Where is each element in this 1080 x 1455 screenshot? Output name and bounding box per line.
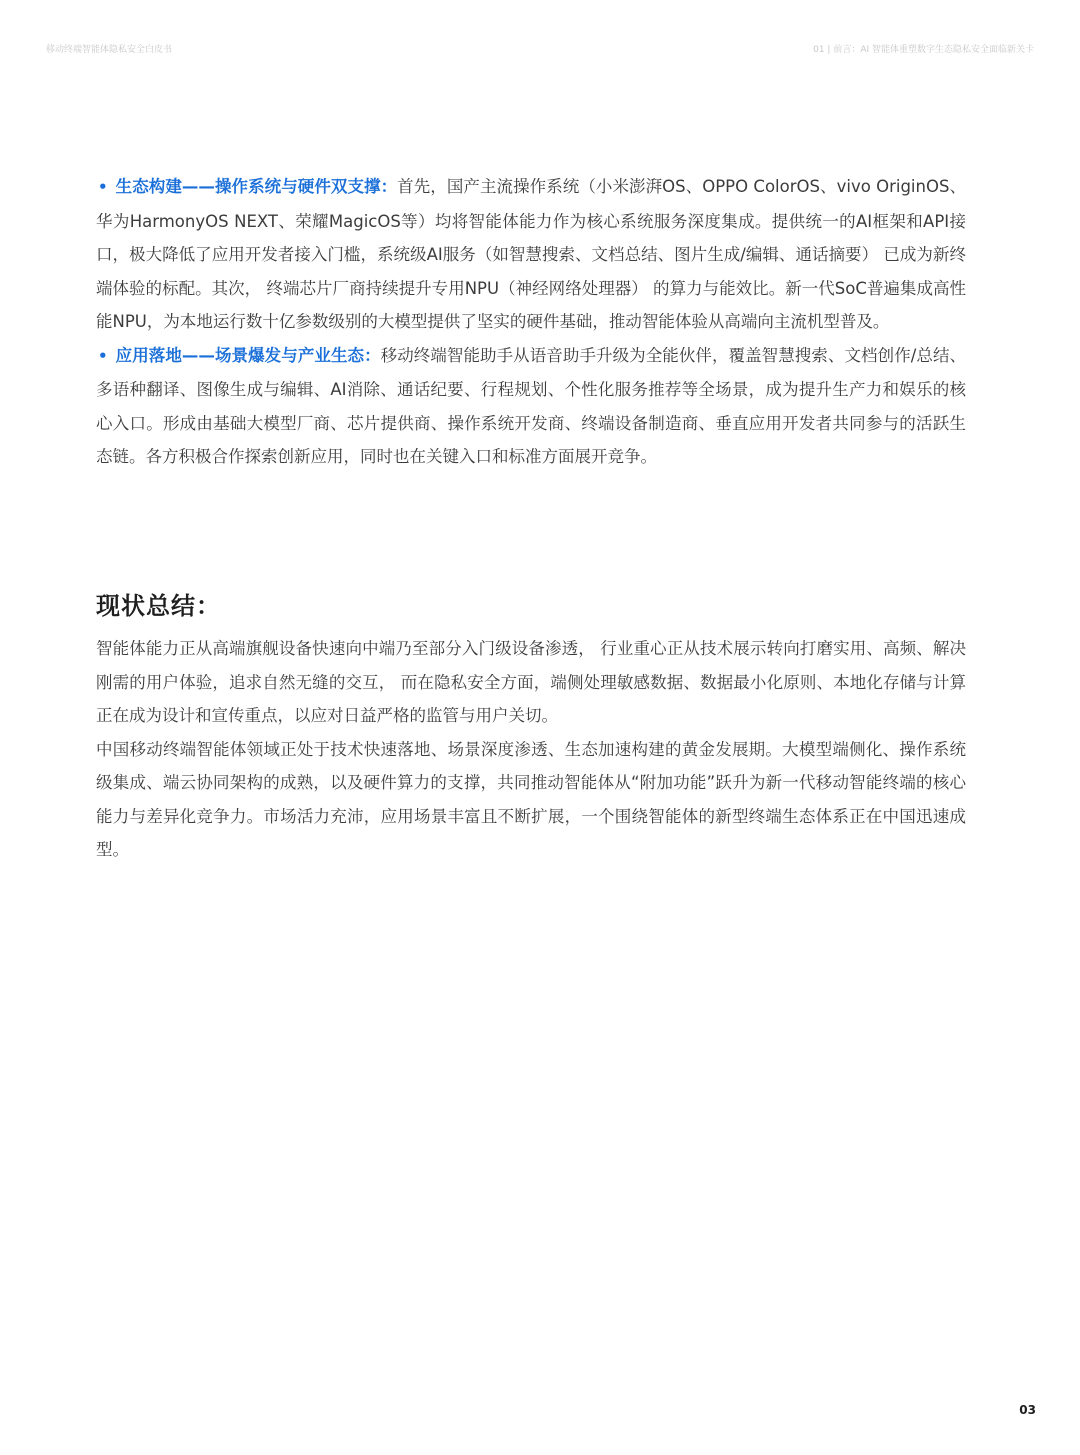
header-section-title: 01 | 前言：AI 智能体重塑数字生态隐私安全面临新关卡: [813, 45, 1034, 55]
bullet-item-ecosystem: [96, 170, 966, 339]
bullet-dot-icon: •: [98, 346, 108, 365]
running-header: [46, 42, 1034, 56]
bullet-title: 应用落地——场景爆发与产业生态：: [115, 345, 381, 365]
bullet-body: 首先，国产主流操作系统（小米澎湃OS、OPPO ColorOS、vivo OriginOS、华为HarmonyOS NEXT、荣耀MagicOS等）均将智能体能力作为核心系统服务深度集成。提供统一的AI框架和API接口，极大降低了应用开发者接入门槛，系统级AI服务（如智慧搜索、文档总结、图片生成/编辑、通话摘要） 已成为新终端体验的标配。其次， 终端芯片厂商持续提升专用NPU（神经网络处理器） 的算力与能效比。新一代SoC普遍集成高性能NPU，为本地运行数十亿参数级别的大模型提供了坚实的硬件基础，推动智能体验从高端向主流机型普及。: [96, 177, 966, 331]
summary-heading: 现状总结：: [96, 592, 221, 620]
bullet-dot-icon: •: [98, 178, 108, 196]
summary-paragraph: 智能体能力正从高端旗舰设备快速向中端乃至部分入门级设备渗透， 行业重心正从技术展示转向打磨实用、高频、解决刚需的用户体验，追求自然无缝的交互， 而在隐私安全方面，端侧处理敏感数据、数据最小化原则、本地化存储与计算正在成为设计和宣传重点，以应对日益严格的监管与用户关切。: [96, 639, 966, 725]
bullet-item-application: [96, 339, 966, 474]
summary-section: [96, 632, 966, 867]
header-document-title: 移动终端智能体隐私安全白皮书: [46, 45, 173, 55]
summary-paragraph: 中国移动终端智能体领域正处于技术快速落地、场景深度渗透、生态加速构建的黄金发展期。大模型端侧化、操作系统级集成、端云协同架构的成熟，以及硬件算力的支撑，共同推动智能体从“附加功能”跃升为新一代移动智能终端的核心能力与差异化竞争力。市场活力充沛，应用场景丰富且不断扩展，一个围绕智能体的新型终端生态体系正在中国迅速成型。: [96, 739, 966, 859]
page-number: 03: [1019, 1403, 1036, 1417]
bullet-list: [96, 170, 966, 474]
bullet-body: 移动终端智能助手从语音助手升级为全能伙伴，覆盖智慧搜索、文档创作/总结、多语种翻译、图像生成与编辑、AI消除、通话纪要、行程规划、个性化服务推荐等全场景，成为提升生产力和娱乐的核心入口。形成由基础大模型厂商、芯片提供商、操作系统开发商、终端设备制造商、垂直应用开发者共同参与的活跃生态链。各方积极合作探索创新应用，同时也在关键入口和标准方面展开竞争。: [96, 345, 967, 466]
bullet-title: 生态构建——操作系统与硬件双支撑：: [115, 177, 398, 196]
